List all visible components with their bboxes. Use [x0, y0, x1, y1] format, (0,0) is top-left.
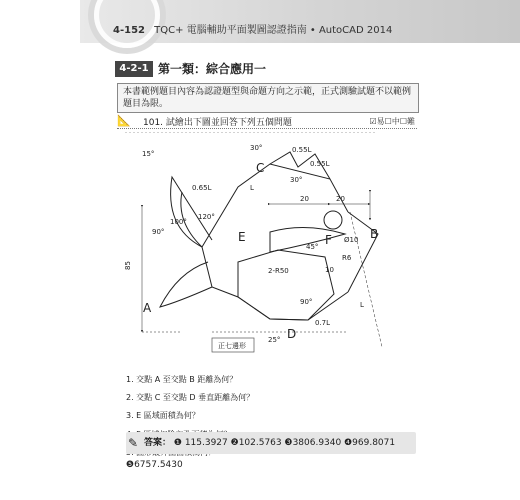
svg-text:20: 20: [336, 195, 345, 203]
difficulty-checkboxes: ☑易☐中☐難: [369, 117, 415, 126]
page-number: 4-152: [113, 25, 145, 36]
svg-text:15°: 15°: [142, 150, 155, 158]
section-title: 第一類：綜合應用一: [158, 62, 267, 76]
svg-text:0.55L: 0.55L: [292, 146, 312, 154]
svg-text:120°: 120°: [198, 213, 215, 221]
heptagon-note: 正七邊形: [218, 342, 246, 350]
page-header: [0, 0, 520, 43]
svg-text:L: L: [360, 301, 364, 309]
svg-text:L: L: [250, 184, 254, 192]
svg-text:C: C: [256, 161, 265, 175]
question-item-3: 3. E 區域面積為何？: [126, 411, 200, 421]
book-title: TQC+ 電腦輔助平面製圖認證指南 • AutoCAD 2014: [154, 25, 393, 36]
cad-drawing: [120, 132, 390, 364]
svg-text:E: E: [238, 230, 246, 244]
tail-lower: [160, 262, 212, 307]
svg-text:90°: 90°: [152, 228, 165, 236]
svg-text:Ø10: Ø10: [344, 236, 359, 244]
svg-text:100°: 100°: [170, 218, 187, 226]
svg-text:D: D: [287, 327, 297, 341]
intro-note: 本書範例題目內容為認證題型與命題方向之示範，正式測驗試題不以範例題目為限。: [117, 83, 419, 113]
header-text: [113, 21, 392, 36]
answer-box: [126, 432, 416, 470]
svg-text:10: 10: [325, 266, 334, 274]
fish-bottom-edge: [202, 247, 348, 320]
answer-label: 答案：: [144, 438, 172, 448]
question-item-2: 2. 交點 C 至交點 D 垂直距離為何？: [126, 393, 255, 403]
mouth-shape: [348, 212, 378, 292]
svg-text:25°: 25°: [268, 336, 281, 344]
svg-text:0.55L: 0.55L: [310, 160, 330, 168]
pencil-triangle-icon: 📐: [117, 114, 131, 127]
section-badge: 4-2-1: [115, 61, 153, 77]
svg-text:45°: 45°: [306, 243, 319, 251]
question-title: 101. 試繪出下圖並回答下列五個問題: [143, 118, 292, 128]
svg-text:0.65L: 0.65L: [192, 184, 212, 192]
svg-text:0.7L: 0.7L: [315, 319, 331, 327]
eye-circle: [324, 211, 342, 229]
svg-text:30°: 30°: [250, 144, 263, 152]
svg-text:85: 85: [124, 261, 132, 270]
svg-text:30°: 30°: [290, 176, 303, 184]
svg-text:R6: R6: [342, 254, 352, 262]
question-item-1: 1. 交點 A 至交點 B 距離為何？: [126, 375, 238, 384]
svg-text:F: F: [325, 233, 332, 247]
answer-key-icon: ✎: [128, 436, 139, 450]
heptagon: [238, 250, 334, 320]
svg-text:90°: 90°: [300, 298, 313, 306]
svg-text:2-R50: 2-R50: [268, 267, 289, 275]
answer-values: ❶ 115.3927 ❷102.5763 ❸3806.9340 ❹969.8071 ❺6757.5430: [126, 438, 396, 470]
question-heading: [117, 114, 417, 129]
svg-text:B: B: [370, 227, 379, 241]
svg-text:20: 20: [300, 195, 309, 203]
svg-text:A: A: [143, 301, 152, 315]
